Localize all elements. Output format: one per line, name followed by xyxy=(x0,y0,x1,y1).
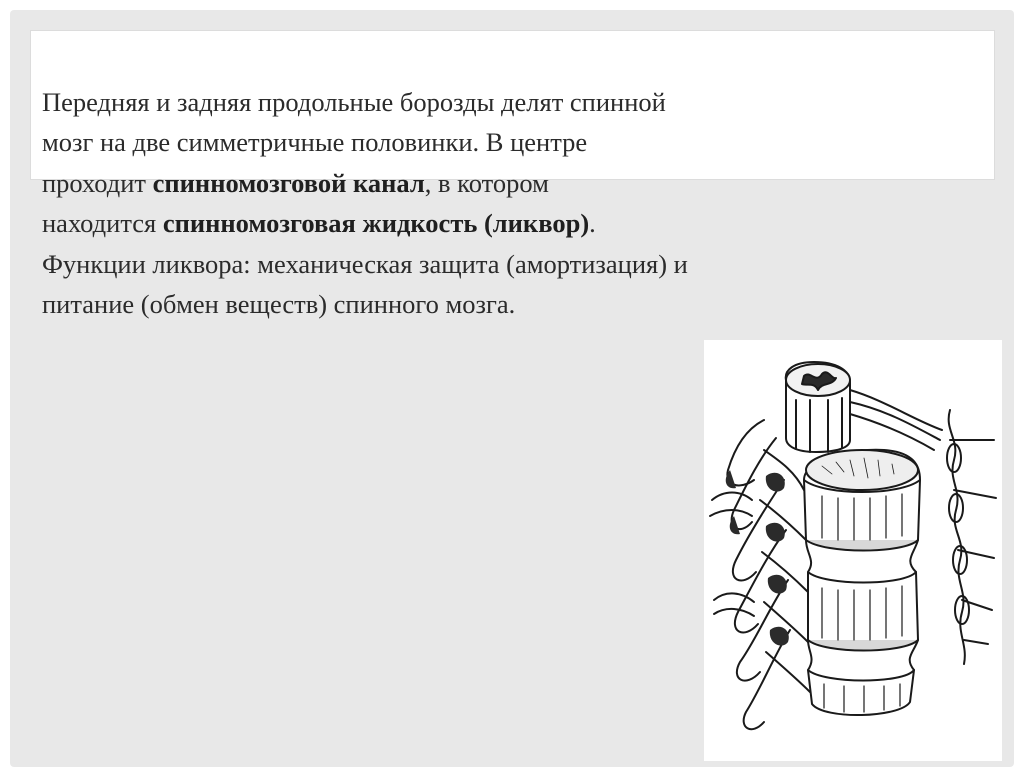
term-spinal-canal: спинномозговой канал xyxy=(152,167,425,198)
spinal-cord-illustration xyxy=(704,340,1002,761)
paragraph-line-4 xyxy=(42,203,902,243)
paragraph-line-3 xyxy=(42,163,902,203)
paragraph-line-1: Передняя и задняя продольные борозды делят спинной xyxy=(42,87,666,117)
line-4-suffix: . xyxy=(589,208,596,239)
line-3-suffix: , в котором xyxy=(424,167,549,198)
paragraph-line-5: Функции ликвора: механическая защита (амортизация) и xyxy=(42,248,688,279)
paragraph-line-2: мозг на две симметричные половинки. В центре xyxy=(42,127,588,158)
paragraph-line-6: питание (обмен веществ) спинного мозга. xyxy=(42,289,516,320)
line-3-prefix: проходит xyxy=(42,167,153,198)
body-paragraph xyxy=(42,82,902,324)
term-cerebrospinal-fluid: спинномозговая жидкость (ликвор) xyxy=(162,208,590,239)
line-4-prefix: находится xyxy=(42,208,163,239)
spinal-cord-vertebrae-illustration-icon xyxy=(704,340,1002,761)
